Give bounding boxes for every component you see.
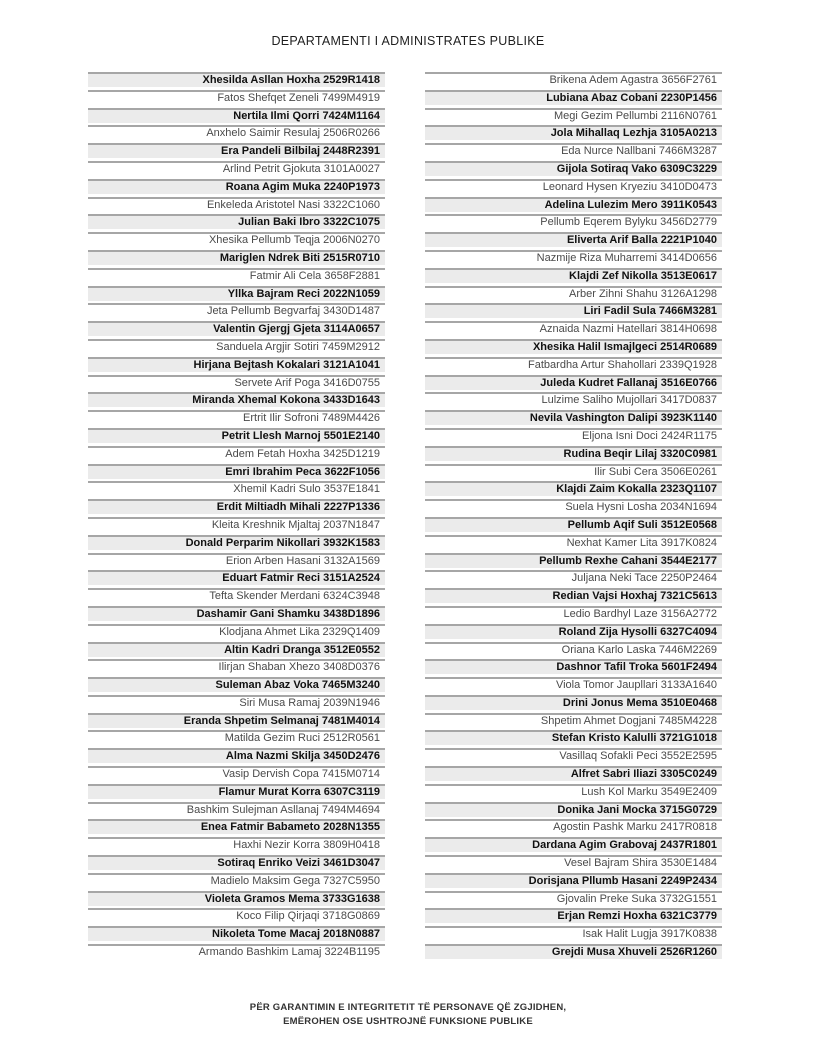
list-item: Erion Arben Hasani 3132A1569 — [88, 553, 385, 568]
list-item: Erjan Remzi Hoxha 6321C3779 — [425, 908, 722, 923]
list-item: Violeta Gramos Mema 3733G1638 — [88, 891, 385, 906]
list-item: Nikoleta Tome Macaj 2018N0887 — [88, 926, 385, 941]
list-item: Fatmir Ali Cela 3658F2881 — [88, 268, 385, 283]
list-item: Sanduela Argjir Sotiri 7459M2912 — [88, 339, 385, 354]
list-item: Klajdi Zaim Kokalla 2323Q1107 — [425, 481, 722, 496]
list-item: Adelina Lulezim Mero 3911K0543 — [425, 197, 722, 212]
list-item: Ilir Subi Cera 3506E0261 — [425, 464, 722, 479]
list-item: Fatbardha Artur Shahollari 2339Q1928 — [425, 357, 722, 372]
list-item: Yllka Bajram Reci 2022N1059 — [88, 286, 385, 301]
page-footer — [0, 1001, 816, 1029]
list-item: Alfret Sabri Iliazi 3305C0249 — [425, 766, 722, 781]
list-item: Enkeleda Aristotel Nasi 3322C1060 — [88, 197, 385, 212]
list-item: Sotiraq Enriko Veizi 3461D3047 — [88, 855, 385, 870]
list-item: Grejdi Musa Xhuveli 2526R1260 — [425, 944, 722, 959]
list-item: Eliverta Arif Balla 2221P1040 — [425, 232, 722, 247]
footer-line-2: EMËROHEN OSE USHTROJNË FUNKSIONE PUBLIKE — [283, 1016, 533, 1027]
list-item: Suleman Abaz Voka 7465M3240 — [88, 677, 385, 692]
list-item: Donald Perparim Nikollari 3932K1583 — [88, 535, 385, 550]
list-item: Kleita Kreshnik Mjaltaj 2037N1847 — [88, 517, 385, 532]
list-item: Eljona Isni Doci 2424R1175 — [425, 428, 722, 443]
footer-line-1: PËR GARANTIMIN E INTEGRITETIT TË PERSONAVE QË ZGJIDHEN, — [249, 1002, 567, 1013]
list-item: Dorisjana Pllumb Hasani 2249P2434 — [425, 873, 722, 888]
list-item: Viola Tomor Jaupllari 3133A1640 — [425, 677, 722, 692]
list-item: Arlind Petrit Gjokuta 3101A0027 — [88, 161, 385, 176]
list-item: Xhesilda Asllan Hoxha 2529R1418 — [88, 72, 385, 87]
list-item: Fatos Shefqet Zeneli 7499M4919 — [88, 90, 385, 105]
list-item: Gijola Sotiraq Vako 6309C3229 — [425, 161, 722, 176]
list-item: Dardana Agim Grabovaj 2437R1801 — [425, 837, 722, 852]
list-item: Lulzime Saliho Mujollari 3417D0837 — [425, 392, 722, 407]
list-item: Hirjana Bejtash Kokalari 3121A1041 — [88, 357, 385, 372]
list-item: Klodjana Ahmet Lika 2329Q1409 — [88, 624, 385, 639]
list-item: Vesel Bajram Shira 3530E1484 — [425, 855, 722, 870]
list-item: Eda Nurce Nallbani 7466M3287 — [425, 143, 722, 158]
list-item: Pellumb Aqif Suli 3512E0568 — [425, 517, 722, 532]
list-item: Isak Halit Lugja 3917K0838 — [425, 926, 722, 941]
list-item: Dashamir Gani Shamku 3438D1896 — [88, 606, 385, 621]
list-item: Servete Arif Poga 3416D0755 — [88, 375, 385, 390]
list-item: Ledio Bardhyl Laze 3156A2772 — [425, 606, 722, 621]
name-list — [88, 72, 722, 962]
list-item: Arber Zihni Shahu 3126A1298 — [425, 286, 722, 301]
list-item: Suela Hysni Losha 2034N1694 — [425, 499, 722, 514]
list-item: Oriana Karlo Laska 7446M2269 — [425, 642, 722, 657]
list-item: Nexhat Kamer Lita 3917K0824 — [425, 535, 722, 550]
list-item: Aznaida Nazmi Hatellari 3814H0698 — [425, 321, 722, 336]
list-item: Adem Fetah Hoxha 3425D1219 — [88, 446, 385, 461]
list-item: Altin Kadri Dranga 3512E0552 — [88, 642, 385, 657]
list-item: Pellumb Eqerem Bylyku 3456D2779 — [425, 214, 722, 229]
list-item: Haxhi Nezir Korra 3809H0418 — [88, 837, 385, 852]
list-item: Ilirjan Shaban Xhezo 3408D0376 — [88, 659, 385, 674]
list-item: Nertila Ilmi Qorri 7424M1164 — [88, 108, 385, 123]
list-item: Shpetim Ahmet Dogjani 7485M4228 — [425, 713, 722, 728]
list-item: Era Pandeli Bilbilaj 2448R2391 — [88, 143, 385, 158]
name-list-column-right — [425, 72, 722, 962]
list-item: Megi Gezim Pellumbi 2116N0761 — [425, 108, 722, 123]
list-item: Roland Zija Hysolli 6327C4094 — [425, 624, 722, 639]
list-item: Juljana Neki Tace 2250P2464 — [425, 570, 722, 585]
list-item: Nevila Vashington Dalipi 3923K1140 — [425, 410, 722, 425]
list-item: Leonard Hysen Kryeziu 3410D0473 — [425, 179, 722, 194]
list-item: Vasillaq Sofakli Peci 3552E2595 — [425, 748, 722, 763]
list-item: Julian Baki Ibro 3322C1075 — [88, 214, 385, 229]
list-item: Dashnor Tafil Troka 5601F2494 — [425, 659, 722, 674]
list-item: Anxhelo Saimir Resulaj 2506R0266 — [88, 125, 385, 140]
list-item: Valentin Gjergj Gjeta 3114A0657 — [88, 321, 385, 336]
list-item: Enea Fatmir Babameto 2028N1355 — [88, 819, 385, 834]
list-item: Jola Mihallaq Lezhja 3105A0213 — [425, 125, 722, 140]
list-item: Bashkim Sulejman Asllanaj 7494M4694 — [88, 802, 385, 817]
list-item: Erdit Miltiadh Mihali 2227P1336 — [88, 499, 385, 514]
list-item: Armando Bashkim Lamaj 3224B1195 — [88, 944, 385, 959]
list-item: Miranda Xhemal Kokona 3433D1643 — [88, 392, 385, 407]
list-item: Lubiana Abaz Cobani 2230P1456 — [425, 90, 722, 105]
list-item: Rudina Beqir Lilaj 3320C0981 — [425, 446, 722, 461]
list-item: Redian Vajsi Hoxhaj 7321C5613 — [425, 588, 722, 603]
list-item: Xhesika Halil Ismajlgeci 2514R0689 — [425, 339, 722, 354]
list-item: Eduart Fatmir Reci 3151A2524 — [88, 570, 385, 585]
list-item: Siri Musa Ramaj 2039N1946 — [88, 695, 385, 710]
list-item: Petrit Llesh Marnoj 5501E2140 — [88, 428, 385, 443]
list-item: Pellumb Rexhe Cahani 3544E2177 — [425, 553, 722, 568]
list-item: Donika Jani Mocka 3715G0729 — [425, 802, 722, 817]
list-item: Ertrit Ilir Sofroni 7489M4426 — [88, 410, 385, 425]
list-item: Xhemil Kadri Sulo 3537E1841 — [88, 481, 385, 496]
list-item: Klajdi Zef Nikolla 3513E0617 — [425, 268, 722, 283]
list-item: Flamur Murat Korra 6307C3119 — [88, 784, 385, 799]
list-item: Drini Jonus Mema 3510E0468 — [425, 695, 722, 710]
list-item: Emri Ibrahim Peca 3622F1056 — [88, 464, 385, 479]
list-item: Koco Filip Qirjaqi 3718G0869 — [88, 908, 385, 923]
list-item: Jeta Pellumb Begvarfaj 3430D1487 — [88, 303, 385, 318]
list-item: Alma Nazmi Skilja 3450D2476 — [88, 748, 385, 763]
list-item: Mariglen Ndrek Biti 2515R0710 — [88, 250, 385, 265]
list-item: Juleda Kudret Fallanaj 3516E0766 — [425, 375, 722, 390]
list-item: Agostin Pashk Marku 2417R0818 — [425, 819, 722, 834]
list-item: Tefta Skender Merdani 6324C3948 — [88, 588, 385, 603]
list-item: Eranda Shpetim Selmanaj 7481M4014 — [88, 713, 385, 728]
list-item: Gjovalin Preke Suka 3732G1551 — [425, 891, 722, 906]
list-item: Nazmije Riza Muharremi 3414D0656 — [425, 250, 722, 265]
list-item: Madielo Maksim Gega 7327C5950 — [88, 873, 385, 888]
page-title: DEPARTAMENTI I ADMINISTRATES PUBLIKE — [271, 34, 545, 48]
list-item: Brikena Adem Agastra 3656F2761 — [425, 72, 722, 87]
list-item: Liri Fadil Sula 7466M3281 — [425, 303, 722, 318]
list-item: Matilda Gezim Ruci 2512R0561 — [88, 730, 385, 745]
list-item: Lush Kol Marku 3549E2409 — [425, 784, 722, 799]
list-item: Roana Agim Muka 2240P1973 — [88, 179, 385, 194]
list-item: Vasip Dervish Copa 7415M0714 — [88, 766, 385, 781]
name-list-column-left — [88, 72, 385, 962]
list-item: Stefan Kristo Kalulli 3721G1018 — [425, 730, 722, 745]
list-item: Xhesika Pellumb Teqja 2006N0270 — [88, 232, 385, 247]
